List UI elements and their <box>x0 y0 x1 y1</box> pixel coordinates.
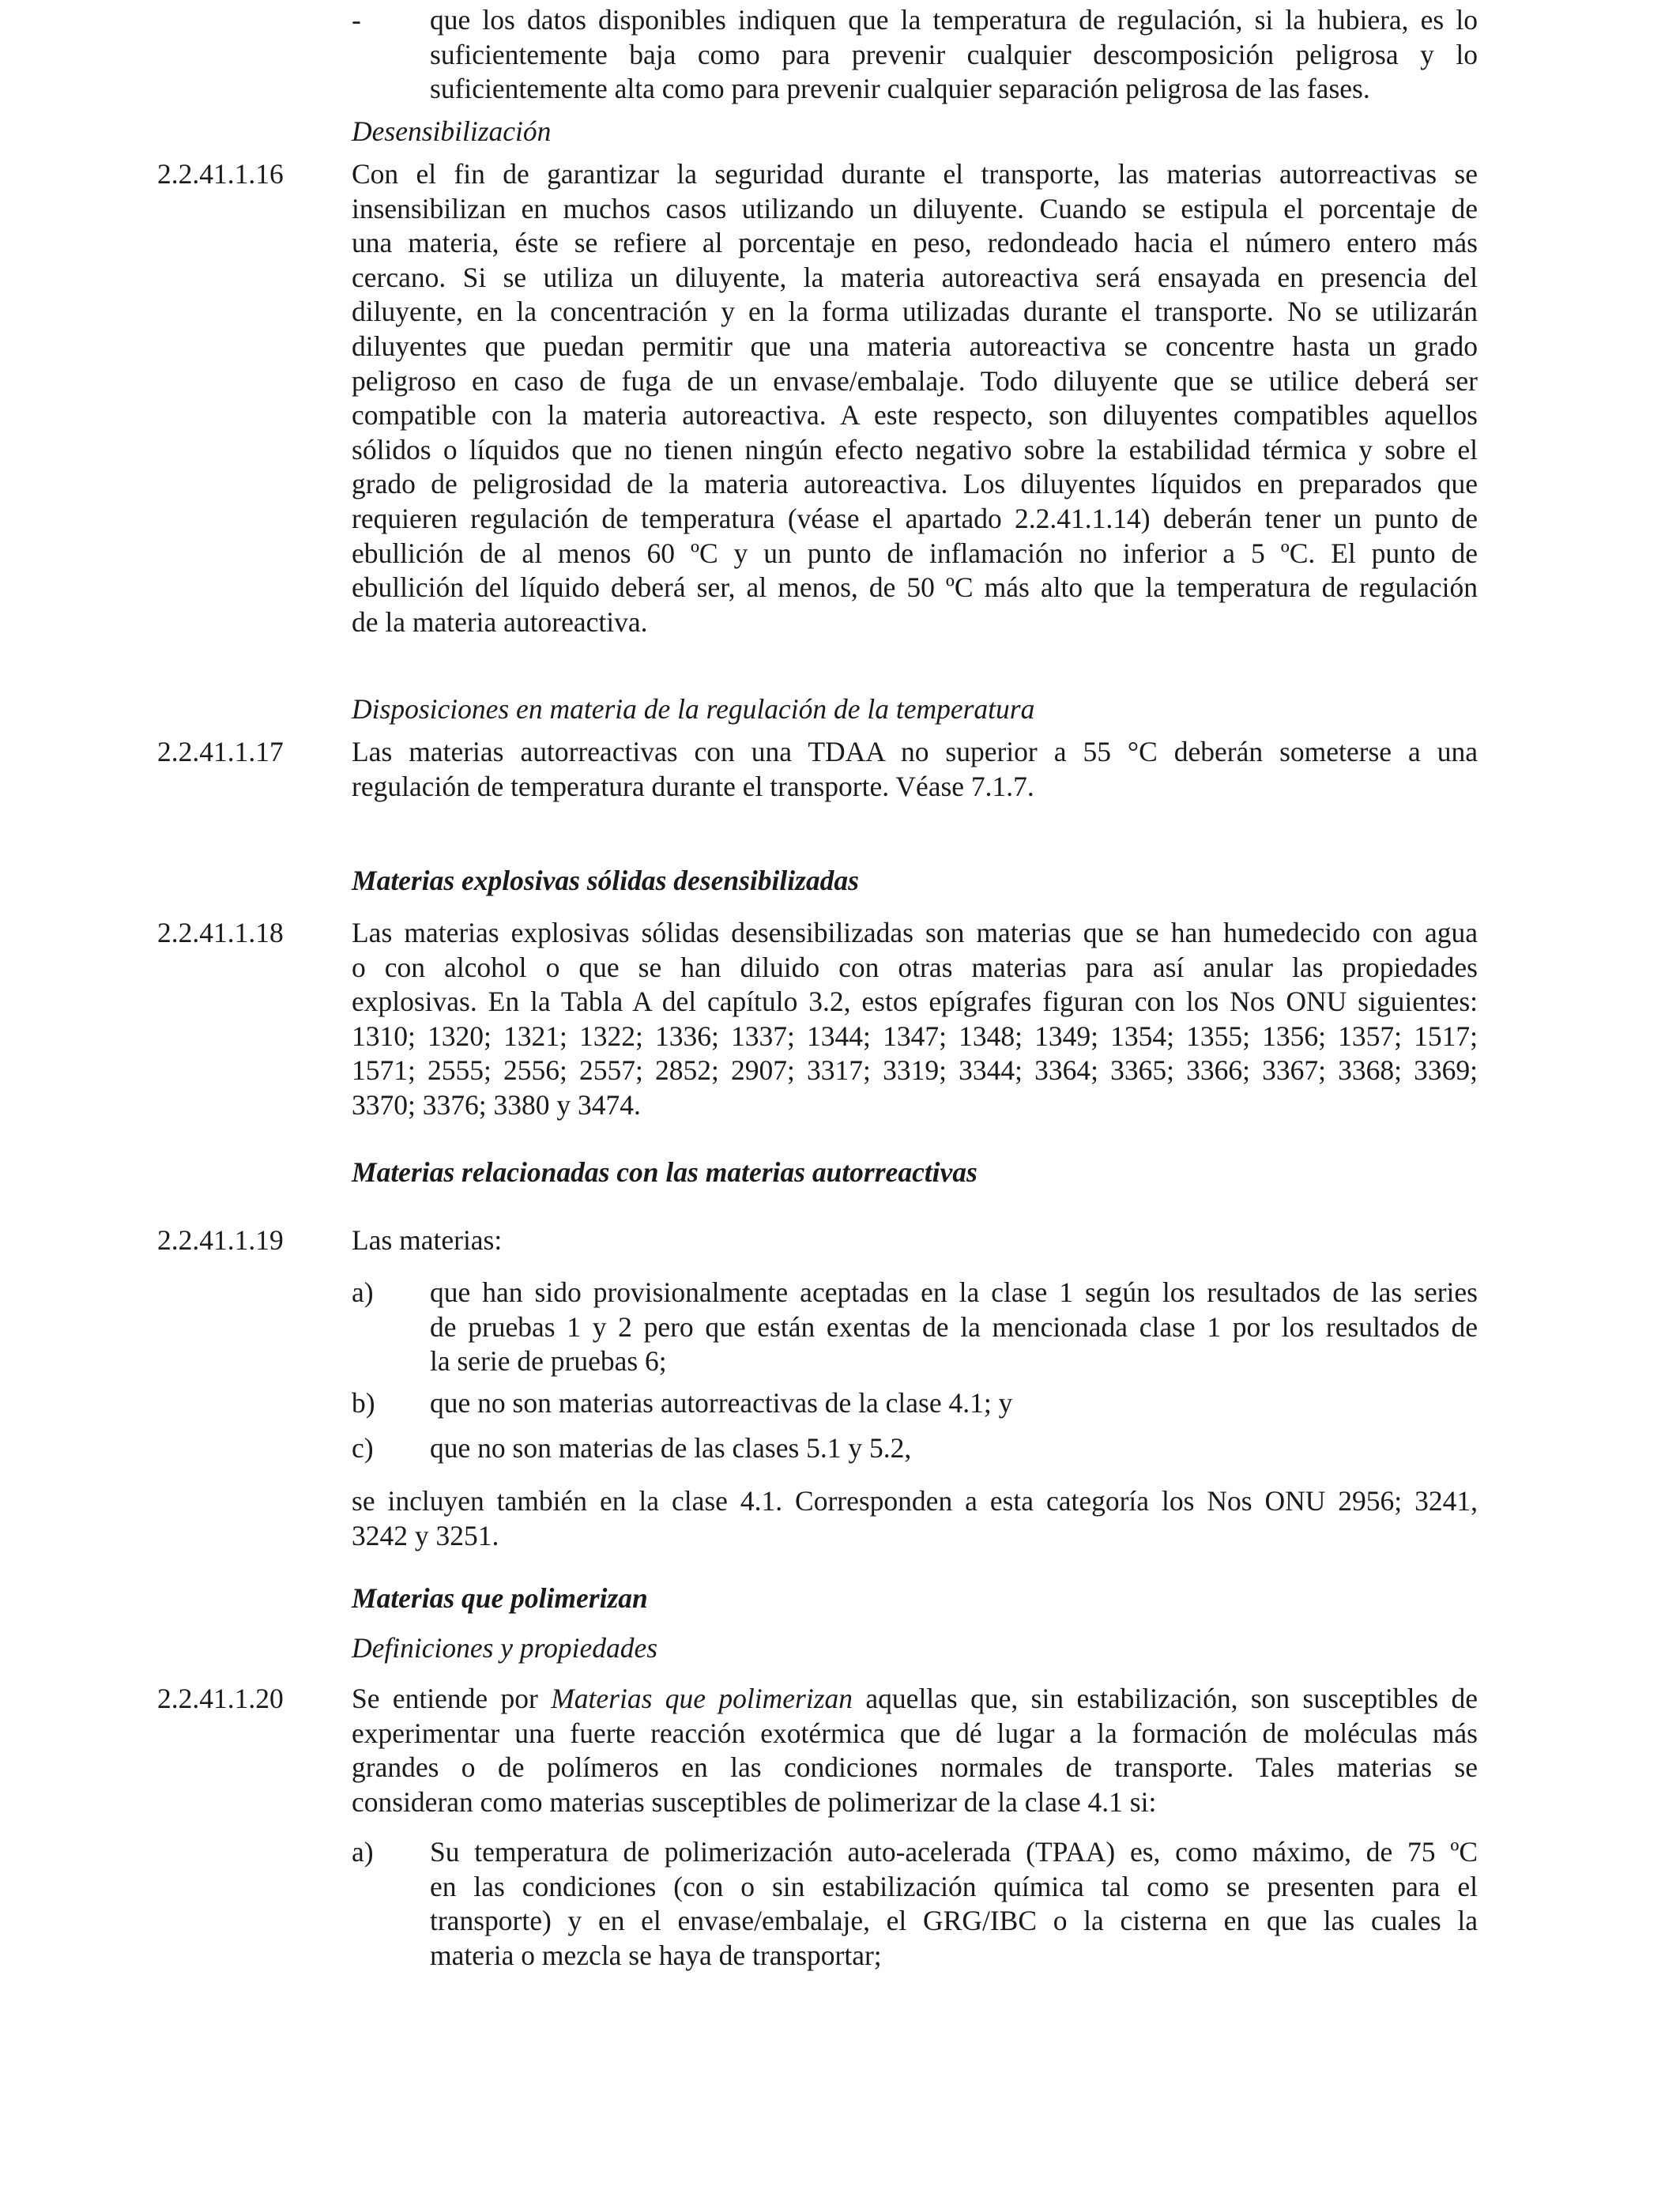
subheading: Definiciones y propiedades <box>352 1632 658 1664</box>
text-line: 3370; 3376; 3380 y 3474. <box>352 1088 641 1121</box>
text-line: que no son materias autorreactivas de la clase 4.1; y <box>430 1387 1013 1419</box>
paragraph-number: 2.2.41.1.19 <box>157 1224 284 1256</box>
text-line: grandes o de polímeros en las condiciones normales de transporte. Tales materias se <box>352 1751 1478 1784</box>
text-line: la serie de pruebas 6; <box>430 1345 667 1378</box>
item-label: c) <box>352 1432 374 1464</box>
text-line: 3242 y 3251. <box>352 1519 499 1551</box>
text-line: diluyente, en la concentración y en la forma utilizadas durante el transporte. No se utilizarán <box>352 296 1478 328</box>
text-line: Se entiende por Materias que polimerizan aquellas que, sin estabilización, son susceptibles de <box>352 1683 1478 1714</box>
text-line: de la materia autoreactiva. <box>352 605 648 638</box>
text-line: requieren regulación de temperatura (véase el apartado 2.2.41.1.14) deberán tener un punto de <box>352 502 1478 534</box>
dash-marker: - <box>352 4 361 36</box>
text-line: diluyentes que puedan permitir que una materia autoreactiva se concentre hasta un grado <box>352 330 1478 362</box>
text-line: experimentar una fuerte reacción exotérmica que dé lugar a la formación de moléculas más <box>352 1717 1478 1749</box>
text-line: peligroso en caso de fuga de un envase/embalaje. Todo diluyente que se utilice deberá ser <box>352 364 1478 397</box>
defined-term: Materias que polimerizan <box>551 1683 853 1714</box>
text-line: Las materias explosivas sólidas desensibilizadas son materias que se han humedecido con agua <box>352 917 1478 948</box>
item-label: b) <box>352 1387 375 1419</box>
text-line: compatible con la materia autoreactiva. A este respecto, son diluyentes compatibles aquellos <box>352 399 1478 432</box>
text-line: o con alcohol o que se han diluido con otras materias para así anular las propiedades <box>352 951 1478 983</box>
text-line: Las materias autorreactivas con una TDAA no superior a 55 °C deberán someterse a una <box>352 736 1478 767</box>
text-line: 1310; 1320; 1321; 1322; 1336; 1337; 1344; 1347; 1348; 1349; 1354; 1355; 1356; 1357; 1517; <box>352 1020 1478 1052</box>
text-line: consideran como materias susceptibles de polimerizar de la clase 4.1 si: <box>352 1785 1157 1818</box>
text-line: cercano. Si se utiliza un diluyente, la materia autoreactiva será ensayada en presencia del <box>352 261 1478 293</box>
section-heading: Materias relacionadas con las materias autorreactivas <box>352 1156 977 1188</box>
text-line: grado de peligrosidad de la materia autoreactiva. Los diluyentes líquidos en preparados que <box>352 468 1478 500</box>
paragraph-number: 2.2.41.1.16 <box>157 158 284 190</box>
text-line: se incluyen también en la clase 4.1. Corresponden a esta categoría los Nos ONU 2956; 3241, <box>352 1485 1478 1517</box>
text-line: Las materias: <box>352 1224 503 1256</box>
section-heading: Materias que polimerizan <box>352 1582 648 1614</box>
text-line: materia o mezcla se haya de transportar; <box>430 1939 882 1971</box>
text-line: que han sido provisionalmente aceptadas en la clase 1 según los resultados de las series <box>430 1276 1478 1308</box>
paragraph-number: 2.2.41.1.17 <box>157 736 284 767</box>
text-line: ebullición del líquido deberá ser, al menos, de 50 ºC más alto que la temperatura de regulación <box>352 571 1478 604</box>
section-heading: Materias explosivas sólidas desensibilizadas <box>352 865 859 896</box>
text-line: que los datos disponibles indiquen que la temperatura de regulación, si la hubiera, es lo <box>430 4 1478 36</box>
text-line: Su temperatura de polimerización auto-acelerada (TPAA) es, como máximo, de 75 ºC <box>430 1836 1478 1868</box>
text-line: que no son materias de las clases 5.1 y 5.2, <box>430 1432 912 1464</box>
text-line: transporte) y en el envase/embalaje, el GRG/IBC o la cisterna en que las cuales la <box>430 1905 1478 1937</box>
text-line: 1571; 2555; 2556; 2557; 2852; 2907; 3317; 3319; 3344; 3364; 3365; 3366; 3367; 3368; 3369; <box>352 1054 1478 1087</box>
text-line: insensibilizan en muchos casos utilizando un diluyente. Cuando se estipula el porcentaje de <box>352 192 1478 224</box>
item-label: a) <box>352 1836 374 1868</box>
subheading: Disposiciones en materia de la regulación de la temperatura <box>352 693 1035 725</box>
item-label: a) <box>352 1276 374 1308</box>
text-line: en las condiciones (con o sin estabilización química tal como se presenten para el <box>430 1870 1478 1902</box>
text-line: sólidos o líquidos que no tienen ningún efecto negativo sobre la estabilidad térmica y sobre el <box>352 433 1478 466</box>
paragraph-number: 2.2.41.1.20 <box>157 1683 284 1714</box>
text-line: una materia, éste se refiere al porcentaje en peso, redondeado hacia el número entero más <box>352 227 1478 259</box>
text-line: de pruebas 1 y 2 pero que están exentas de la mencionada clase 1 por los resultados de <box>430 1310 1478 1343</box>
text-line: regulación de temperatura durante el transporte. Véase 7.1.7. <box>352 770 1034 802</box>
text-line: suficientemente alta como para prevenir cualquier separación peligrosa de las fases. <box>430 73 1370 105</box>
text-line: ebullición de al menos 60 ºC y un punto de inflamación no inferior a 5 ºC. El punto de <box>352 537 1478 569</box>
subheading: Desensibilización <box>352 115 552 147</box>
text-line: Con el fin de garantizar la seguridad durante el transporte, las materias autorreactivas se <box>352 158 1478 190</box>
paragraph-number: 2.2.41.1.18 <box>157 917 284 948</box>
text-line: explosivas. En la Tabla A del capítulo 3.2, estos epígrafes figuran con los Nos ONU siguientes: <box>352 986 1478 1018</box>
text-line: suficientemente baja como para prevenir cualquier descomposición peligrosa y lo <box>430 38 1478 70</box>
